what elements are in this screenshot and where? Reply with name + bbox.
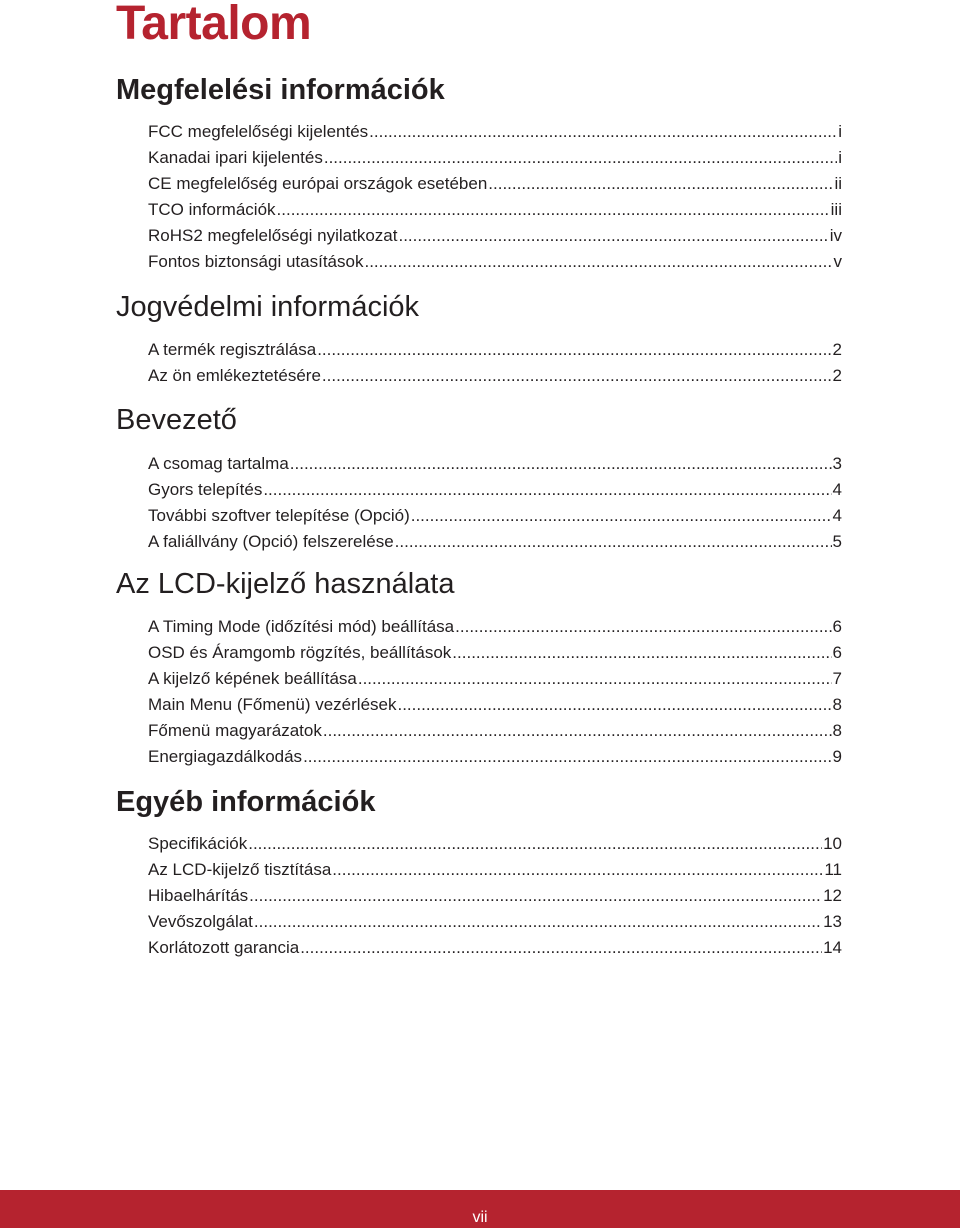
toc-page-number: i xyxy=(838,148,842,167)
toc-entry[interactable] xyxy=(148,666,842,692)
toc-entry[interactable] xyxy=(148,831,842,857)
toc-page-number: ii xyxy=(834,174,842,193)
toc-entry-text: FCC megfelelőségi kijelentés xyxy=(148,122,369,141)
toc-dot-leader xyxy=(263,477,831,503)
toc-dot-leader xyxy=(249,883,822,909)
toc-dot-leader xyxy=(322,363,832,389)
toc-page-number: 14 xyxy=(823,938,842,957)
toc-entry-text: Az ön emlékeztetésére xyxy=(148,366,321,385)
page-title: Tartalom xyxy=(116,0,312,50)
toc-entry-text: Hibaelhárítás xyxy=(148,886,249,905)
toc-entry[interactable] xyxy=(148,337,842,363)
toc-page-number: 6 xyxy=(832,643,842,662)
toc-page-number: 8 xyxy=(832,721,842,740)
toc-dot-leader xyxy=(324,145,837,171)
toc-page-number: 9 xyxy=(832,747,842,766)
section-heading-compliance: Megfelelési információk xyxy=(116,74,445,106)
toc-entry[interactable] xyxy=(148,119,842,145)
toc-list-introduction xyxy=(148,451,842,555)
toc-page-number: 10 xyxy=(823,834,842,853)
toc-entry[interactable] xyxy=(148,171,842,197)
toc-entry[interactable] xyxy=(148,249,842,275)
toc-dot-leader xyxy=(369,119,837,145)
toc-page-number: i xyxy=(838,122,842,141)
toc-dot-leader xyxy=(254,909,822,935)
section-heading-other-info: Egyéb információk xyxy=(116,786,376,818)
toc-page-number: 3 xyxy=(832,454,842,473)
toc-entry-text: Korlátozott garancia xyxy=(148,938,300,957)
section-heading-copyright: Jogvédelmi információk xyxy=(116,291,420,323)
toc-entry[interactable] xyxy=(148,909,842,935)
toc-entry[interactable] xyxy=(148,857,842,883)
toc-entry[interactable] xyxy=(148,640,842,666)
toc-dot-leader xyxy=(397,692,831,718)
section-heading-introduction: Bevezető xyxy=(116,404,237,436)
toc-dot-leader xyxy=(358,666,832,692)
toc-entry[interactable] xyxy=(148,145,842,171)
toc-dot-leader xyxy=(398,223,828,249)
toc-dot-leader xyxy=(364,249,832,275)
toc-dot-leader xyxy=(488,171,833,197)
toc-page-number: iv xyxy=(829,226,842,245)
toc-dot-leader xyxy=(248,831,822,857)
toc-entry[interactable] xyxy=(148,692,842,718)
toc-dot-leader xyxy=(395,529,832,555)
toc-entry-text: A Timing Mode (időzítési mód) beállítása xyxy=(148,617,455,636)
toc-entry[interactable] xyxy=(148,197,842,223)
toc-entry-text: Specifikációk xyxy=(148,834,248,853)
toc-dot-leader xyxy=(452,640,831,666)
toc-entry[interactable] xyxy=(148,223,842,249)
toc-entry[interactable] xyxy=(148,363,842,389)
toc-entry-text: Gyors telepítés xyxy=(148,480,263,499)
toc-entry[interactable] xyxy=(148,503,842,529)
toc-page-number: 4 xyxy=(832,480,842,499)
toc-dot-leader xyxy=(303,744,831,770)
toc-entry-text: Főmenü magyarázatok xyxy=(148,721,322,740)
toc-entry[interactable] xyxy=(148,883,842,909)
toc-dot-leader xyxy=(323,718,832,744)
toc-page-number: 13 xyxy=(823,912,842,931)
toc-page-number: 4 xyxy=(832,506,842,525)
toc-page-number: v xyxy=(833,252,842,271)
toc-page-number: 7 xyxy=(832,669,842,688)
toc-page-number: 8 xyxy=(832,695,842,714)
toc-entry[interactable] xyxy=(148,744,842,770)
toc-entry-text: Az LCD-kijelző tisztítása xyxy=(148,860,332,879)
toc-page-number: 2 xyxy=(832,340,842,359)
toc-dot-leader xyxy=(411,503,832,529)
toc-entry-text: A csomag tartalma xyxy=(148,454,289,473)
toc-page-number: iii xyxy=(830,200,842,219)
toc-entry[interactable] xyxy=(148,935,842,961)
toc-entry-text: A kijelző képének beállítása xyxy=(148,669,357,688)
toc-entry[interactable] xyxy=(148,718,842,744)
toc-entry[interactable] xyxy=(148,529,842,555)
toc-entry-text: Kanadai ipari kijelentés xyxy=(148,148,323,167)
toc-entry-text: Vevőszolgálat xyxy=(148,912,253,931)
toc-list-compliance xyxy=(148,119,842,275)
toc-page-number: 6 xyxy=(832,617,842,636)
toc-entry-text: További szoftver telepítése (Opció) xyxy=(148,506,410,525)
section-heading-lcd-usage: Az LCD-kijelző használata xyxy=(116,568,455,600)
toc-entry-text: CE megfelelőség európai országok esetében xyxy=(148,174,488,193)
toc-dot-leader xyxy=(290,451,832,477)
toc-entry-text: Main Menu (Főmenü) vezérlések xyxy=(148,695,397,714)
toc-page-number: 12 xyxy=(823,886,842,905)
toc-page-number: 2 xyxy=(832,366,842,385)
toc-dot-leader xyxy=(300,935,822,961)
toc-entry-text: RoHS2 megfelelőségi nyilatkozat xyxy=(148,226,398,245)
page-number: vii xyxy=(472,1209,488,1226)
toc-page-number: 5 xyxy=(832,532,842,551)
toc-list-other-info xyxy=(148,831,842,961)
toc-entry[interactable] xyxy=(148,477,842,503)
toc-entry-text: Fontos biztonsági utasítások xyxy=(148,252,364,271)
toc-entry-text: OSD és Áramgomb rögzítés, beállítások xyxy=(148,643,452,662)
toc-dot-leader xyxy=(317,337,831,363)
toc-entry-text: TCO információk xyxy=(148,200,276,219)
toc-list-lcd-usage xyxy=(148,614,842,770)
toc-page-number: 11 xyxy=(824,860,842,879)
toc-entry-text: A faliállvány (Opció) felszerelése xyxy=(148,532,394,551)
toc-entry-text: Energiagazdálkodás xyxy=(148,747,303,766)
toc-list-copyright xyxy=(148,337,842,389)
toc-dot-leader xyxy=(332,857,823,883)
toc-entry-text: A termék regisztrálása xyxy=(148,340,317,359)
toc-dot-leader xyxy=(455,614,831,640)
toc-entry[interactable] xyxy=(148,451,842,477)
toc-entry[interactable] xyxy=(148,614,842,640)
toc-dot-leader xyxy=(277,197,830,223)
